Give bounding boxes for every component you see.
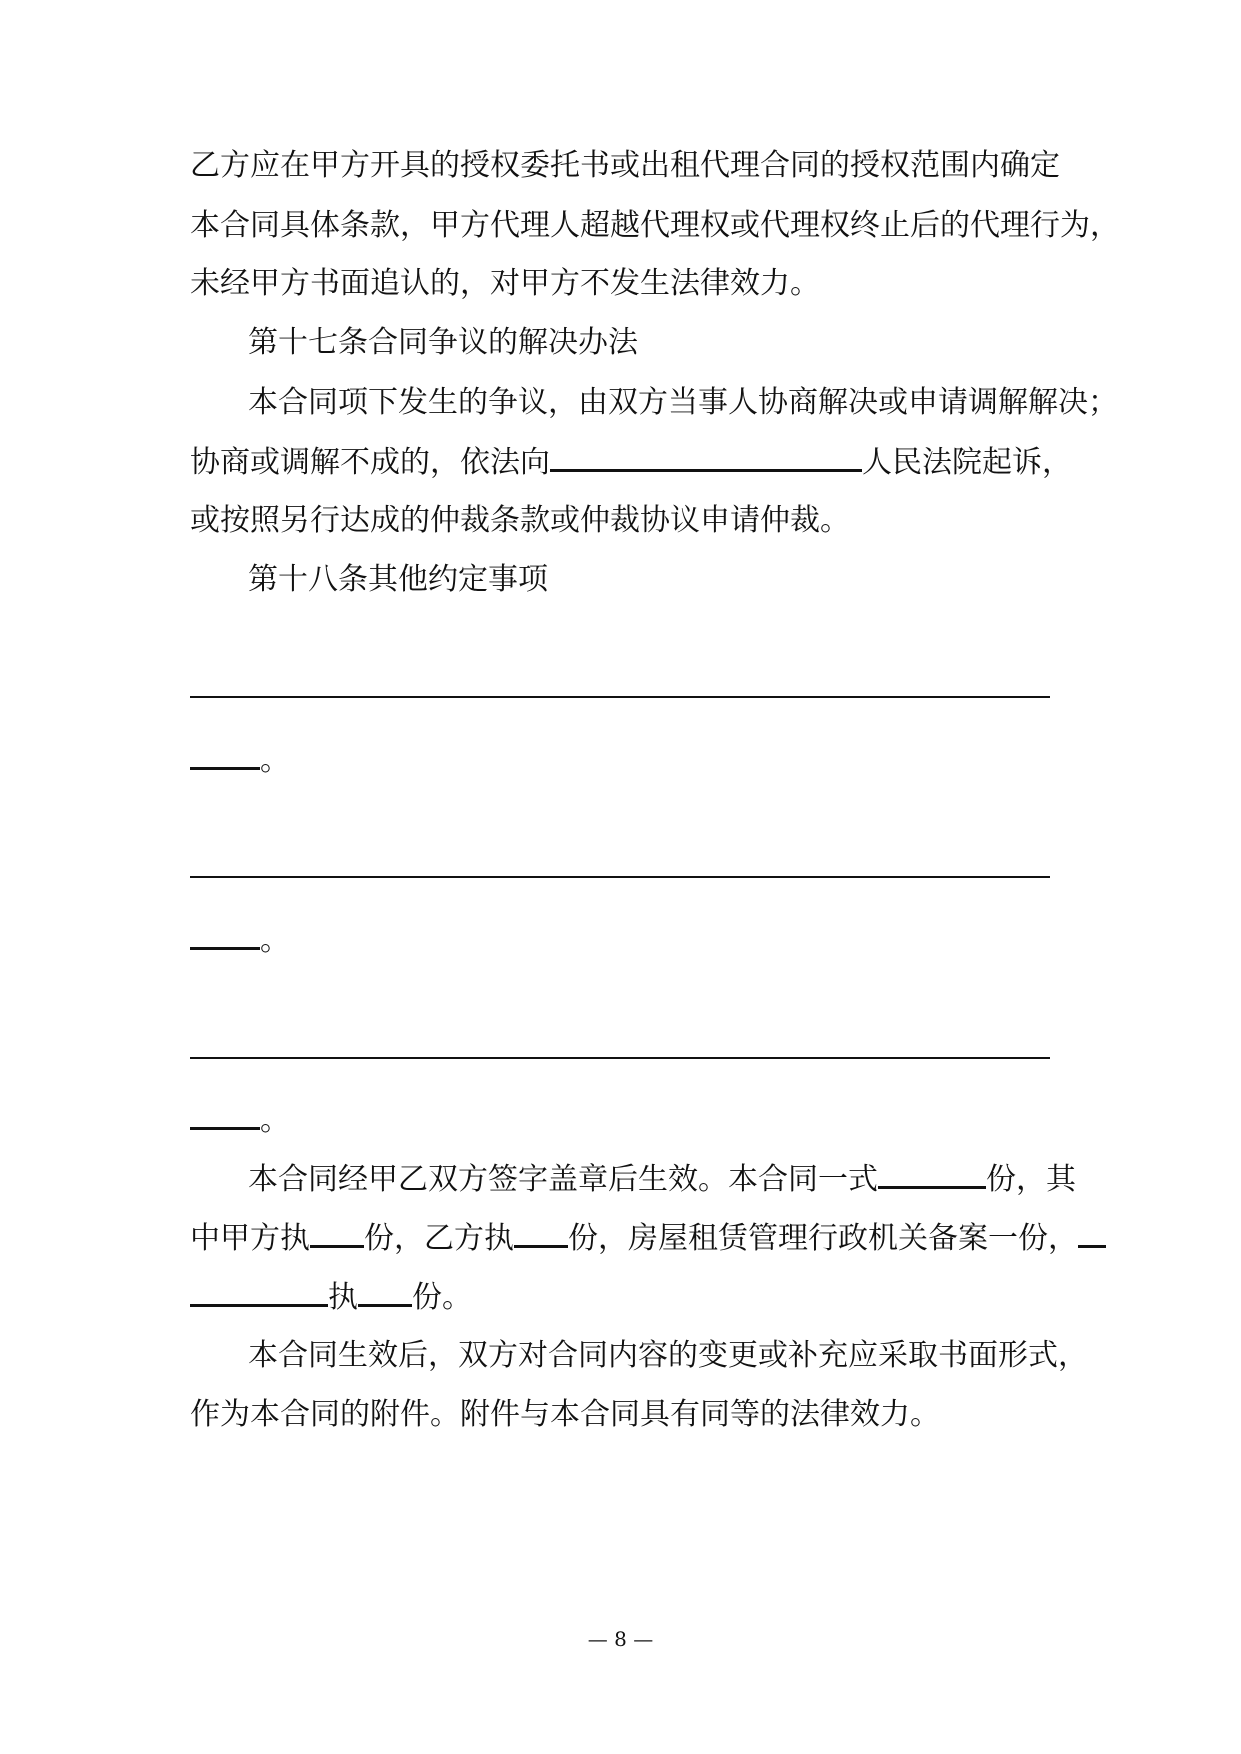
paragraph-text: 或按照另行达成的仲裁条款或仲裁协议申请仲裁。 (190, 503, 850, 538)
paragraph-text: 本合同生效后，双方对合同内容的变更或补充应采取书面形式， (248, 1338, 1088, 1373)
paragraph-text-segment: 中甲方执 (190, 1221, 310, 1256)
paragraph-text (190, 442, 1072, 482)
other-terms-blank-2-tail[interactable] (190, 920, 260, 950)
article-18-heading: 第十八条其他约定事项 (248, 562, 548, 597)
paragraph-text: 作为本合同的附件。附件与本合同具有同等的法律效力。 (190, 1397, 940, 1432)
paragraph-text-segment: 份，乙方执 (364, 1221, 514, 1256)
other-terms-blank-3[interactable] (190, 1057, 1050, 1059)
paragraph-text: 本合同具体条款，甲方代理人超越代理权或代理权终止后的代理行为， (190, 208, 1120, 243)
paragraph-text: 乙方应在甲方开具的授权委托书或出租代理合同的授权范围内确定 (190, 148, 1060, 183)
other-terms-blank-1-tail[interactable] (190, 740, 260, 770)
paragraph-text-segment: 份，房屋租赁管理行政机关备案一份， (568, 1221, 1078, 1256)
page-number: — 8 — (587, 1627, 654, 1651)
other-terms-blank-3-end (190, 1100, 290, 1140)
paragraph-text-segment: 份，其 (986, 1162, 1076, 1197)
paragraph-text-segment: 协商或调解不成的，依法向 (190, 445, 550, 480)
paragraph-text: 未经甲方书面追认的，对甲方不发生法律效力。 (190, 266, 820, 301)
court-name-blank[interactable] (550, 442, 862, 472)
other-holder-blank-start[interactable] (1078, 1218, 1106, 1248)
other-terms-blank-3-tail[interactable] (190, 1100, 260, 1130)
paragraph-text-segment: 人民法院起诉， (862, 445, 1072, 480)
party-b-copies-blank[interactable] (514, 1218, 568, 1248)
copies-total-blank[interactable] (878, 1159, 986, 1189)
other-holder-blank[interactable] (190, 1277, 328, 1307)
paragraph-text (248, 1159, 1076, 1199)
other-terms-blank-2[interactable] (190, 876, 1050, 878)
paragraph-text (190, 1218, 1106, 1258)
paragraph-text-segment: 份。 (412, 1280, 472, 1315)
party-a-copies-blank[interactable] (310, 1218, 364, 1248)
paragraph-text: 本合同项下发生的争议，由双方当事人协商解决或申请调解解决； (248, 385, 1118, 420)
period-mark: 。 (260, 1103, 290, 1138)
other-terms-blank-1-end (190, 740, 290, 780)
period-mark: 。 (260, 743, 290, 778)
other-holder-copies-blank[interactable] (358, 1277, 412, 1307)
other-terms-blank-2-end (190, 920, 290, 960)
paragraph-text-segment: 本合同经甲乙双方签字盖章后生效。本合同一式 (248, 1162, 878, 1197)
paragraph-text-segment: 执 (328, 1280, 358, 1315)
other-terms-blank-1[interactable] (190, 696, 1050, 698)
period-mark: 。 (260, 923, 290, 958)
paragraph-text (190, 1277, 472, 1317)
article-17-heading: 第十七条合同争议的解决办法 (248, 325, 638, 360)
